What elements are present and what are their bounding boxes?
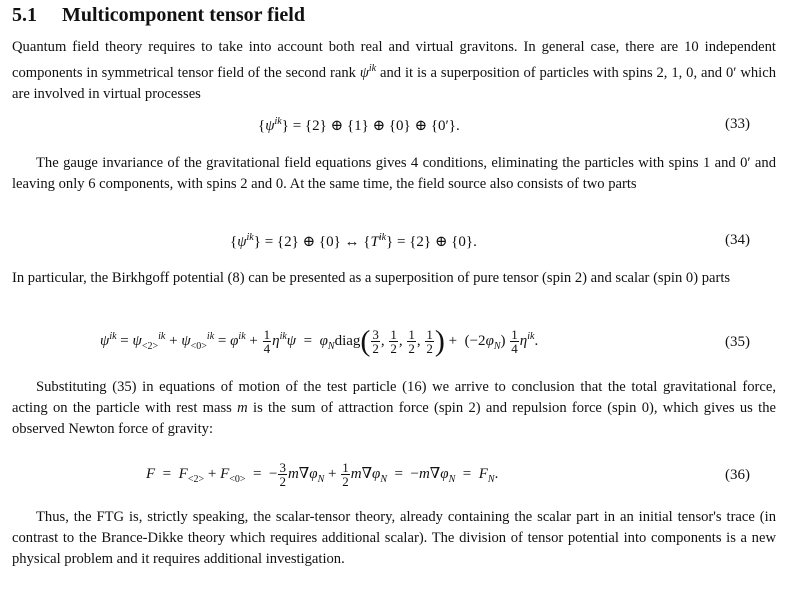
equation-34-number: (34) bbox=[725, 232, 750, 248]
paragraph-1: Quantum field theory requires to take into account both real and virtual gravitons. In general case, there are 10 independent components in symmetrical tensor field of the second rank $\psi^{ik}$ and it is a superposition of particles with spins 2, 1, 0, and 0′ which are involved in virtual processes bbox=[12, 39, 776, 102]
equation-36-body: $F = F_{<2>} + F_{<0>}$ = − $\frac{3}{2}$ $m\nabla\varphi_N$ + $\frac{1}{2}$ $m\nabla\varphi_N = -m\nabla\varphi_N = F_N$. bbox=[146, 460, 499, 489]
equation-34-body: $\{\psi^{ik}\} = \{2\}$ ⊕ {0} ↔ $\{T^{ik}\} = \{2\}$ ⊕ {0}. bbox=[230, 232, 477, 250]
equation-33-body: $\{\psi^{ik}\} = \{2\}$ ⊕ {1} ⊕ {0} ⊕ {0′}. bbox=[258, 116, 460, 134]
equation-34 bbox=[0, 228, 788, 258]
equation-36-number: (36) bbox=[725, 467, 750, 483]
equation-33 bbox=[0, 112, 788, 142]
equation-33-number: (33) bbox=[725, 116, 750, 132]
paragraph-5: Thus, the FTG is, strictly speaking, the scalar-tensor theory, already containing the scalar part in an initial tensor's trace (in contrast to the Brance-Dikke theory which requires additional scalar). The division of tensor potential into components is a new physical problem and it requires additional investigation. bbox=[12, 509, 776, 567]
section-title: Multicomponent tensor field bbox=[62, 4, 305, 26]
paragraph-4: Substituting (35) in equations of motion of the test particle (16) we arrive to conclusion that the total gravitational force, acting on the particle with rest mass m is the sum of attraction force (spin 2) and repulsion force (spin 0), which gives us the observed Newton force of gravity: bbox=[12, 379, 776, 437]
paragraph-2: The gauge invariance of the gravitational field equations gives 4 conditions, eliminating the particles with spins 1 and 0′ and leaving only 6 components, with spins 2 and 0. At the same time, the field source also consists of two parts bbox=[12, 155, 776, 192]
equation-35 bbox=[0, 326, 788, 366]
equation-35-body: $\psi^{ik} = \psi_{<2>}^{ik} + \psi_{<0>}^{ik} = \varphi^{ik}$ + $\frac{1}{4}$ $\eta^{ik}\psi$ = $\varphi_Ndiag$( $\frac{3}{2}$ , $\frac{1}{2}$ , $\frac{1}{2}$ , $\frac{1}{2}$ ) + $(-2\varphi_N)$ $\frac{1}{4}$ $\eta^{ik}$. bbox=[100, 324, 539, 358]
paragraph-3: In particular, the Birkhgoff potential (8) can be presented as a superposition of pure tensor (spin 2) and scalar (spin 0) parts bbox=[12, 270, 731, 286]
section-number: 5.1 bbox=[12, 4, 37, 26]
section-heading bbox=[12, 4, 305, 27]
equation-36 bbox=[0, 459, 788, 499]
equation-35-number: (35) bbox=[725, 334, 750, 350]
